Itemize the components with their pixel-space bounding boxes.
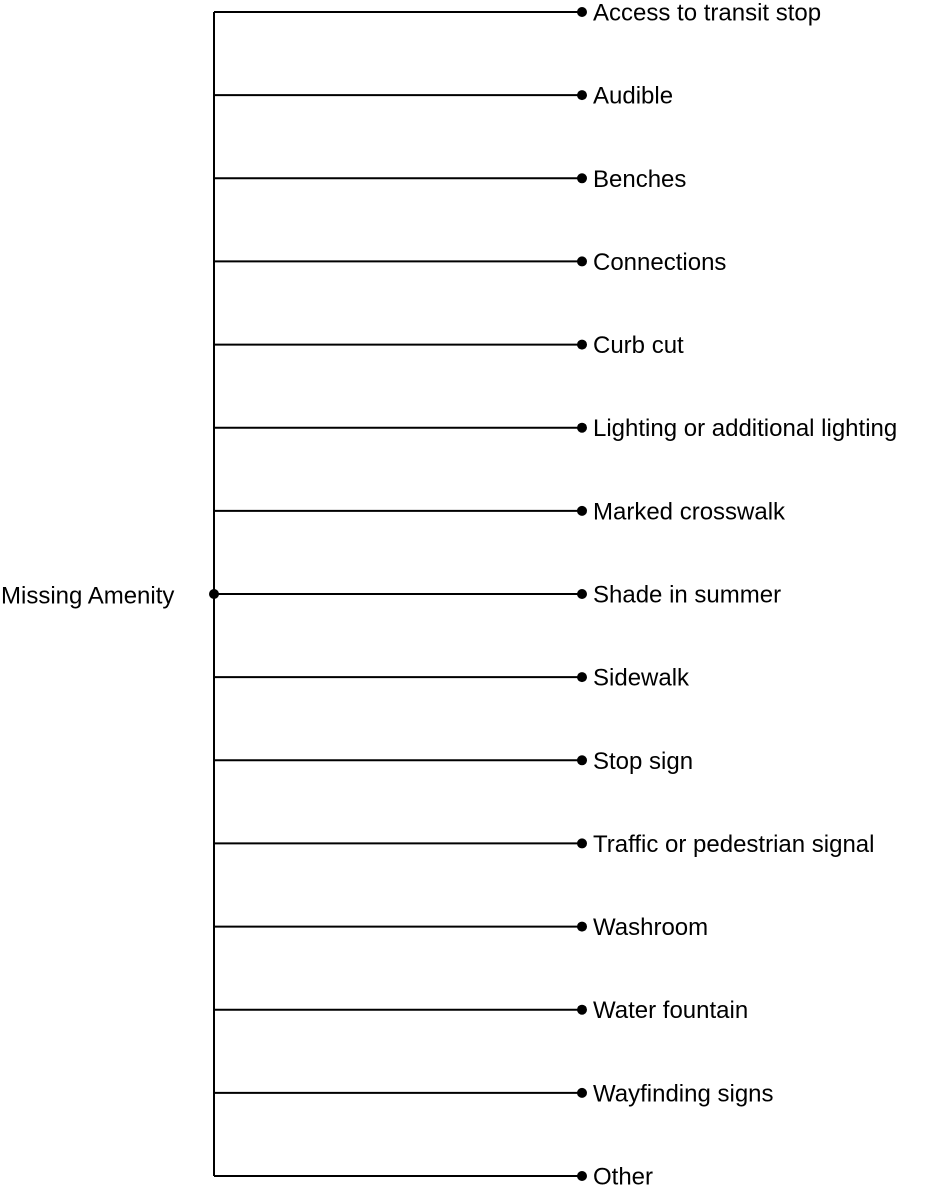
leaf-node-dot: [577, 1005, 587, 1015]
leaf-node-dot: [577, 423, 587, 433]
leaf-label: Traffic or pedestrian signal: [593, 830, 875, 858]
leaf-node-dot: [577, 256, 587, 266]
leaf-label: Marked crosswalk: [593, 498, 786, 526]
leaf-node-dot: [577, 1171, 587, 1181]
leaf-node-dot: [577, 173, 587, 183]
leaf-label: Audible: [593, 82, 674, 110]
leaf-node-dot: [577, 7, 587, 17]
leaf-node-dot: [577, 838, 587, 848]
leaf-node-dot: [577, 1088, 587, 1098]
leaf-node-dot: [577, 506, 587, 516]
leaf-node-dot: [577, 922, 587, 932]
leaf-label: Stop sign: [593, 747, 694, 775]
leaf-label: Curb cut: [593, 332, 684, 360]
leaf-node-dot: [577, 90, 587, 100]
leaf-label: Water fountain: [593, 997, 749, 1025]
leaf-label: Washroom: [593, 914, 709, 942]
leaf-label: Shade in summer: [593, 581, 782, 609]
leaf-node-dot: [577, 755, 587, 765]
leaf-label: Benches: [593, 165, 687, 193]
leaf-label: Wayfinding signs: [593, 1080, 774, 1108]
leaf-node-dot: [577, 589, 587, 599]
leaf-label: Access to transit stop: [593, 0, 822, 27]
leaf-node-dot: [577, 340, 587, 350]
root-node-dot: [209, 589, 219, 599]
branch-group: [214, 0, 897, 1188]
leaf-label: Lighting or additional lighting: [593, 415, 898, 443]
leaf-node-dot: [577, 672, 587, 682]
root-label: Missing Amenity: [1, 582, 175, 610]
leaf-label: Sidewalk: [593, 664, 690, 692]
leaf-label: Other: [593, 1163, 654, 1188]
leaf-label: Connections: [593, 248, 727, 276]
